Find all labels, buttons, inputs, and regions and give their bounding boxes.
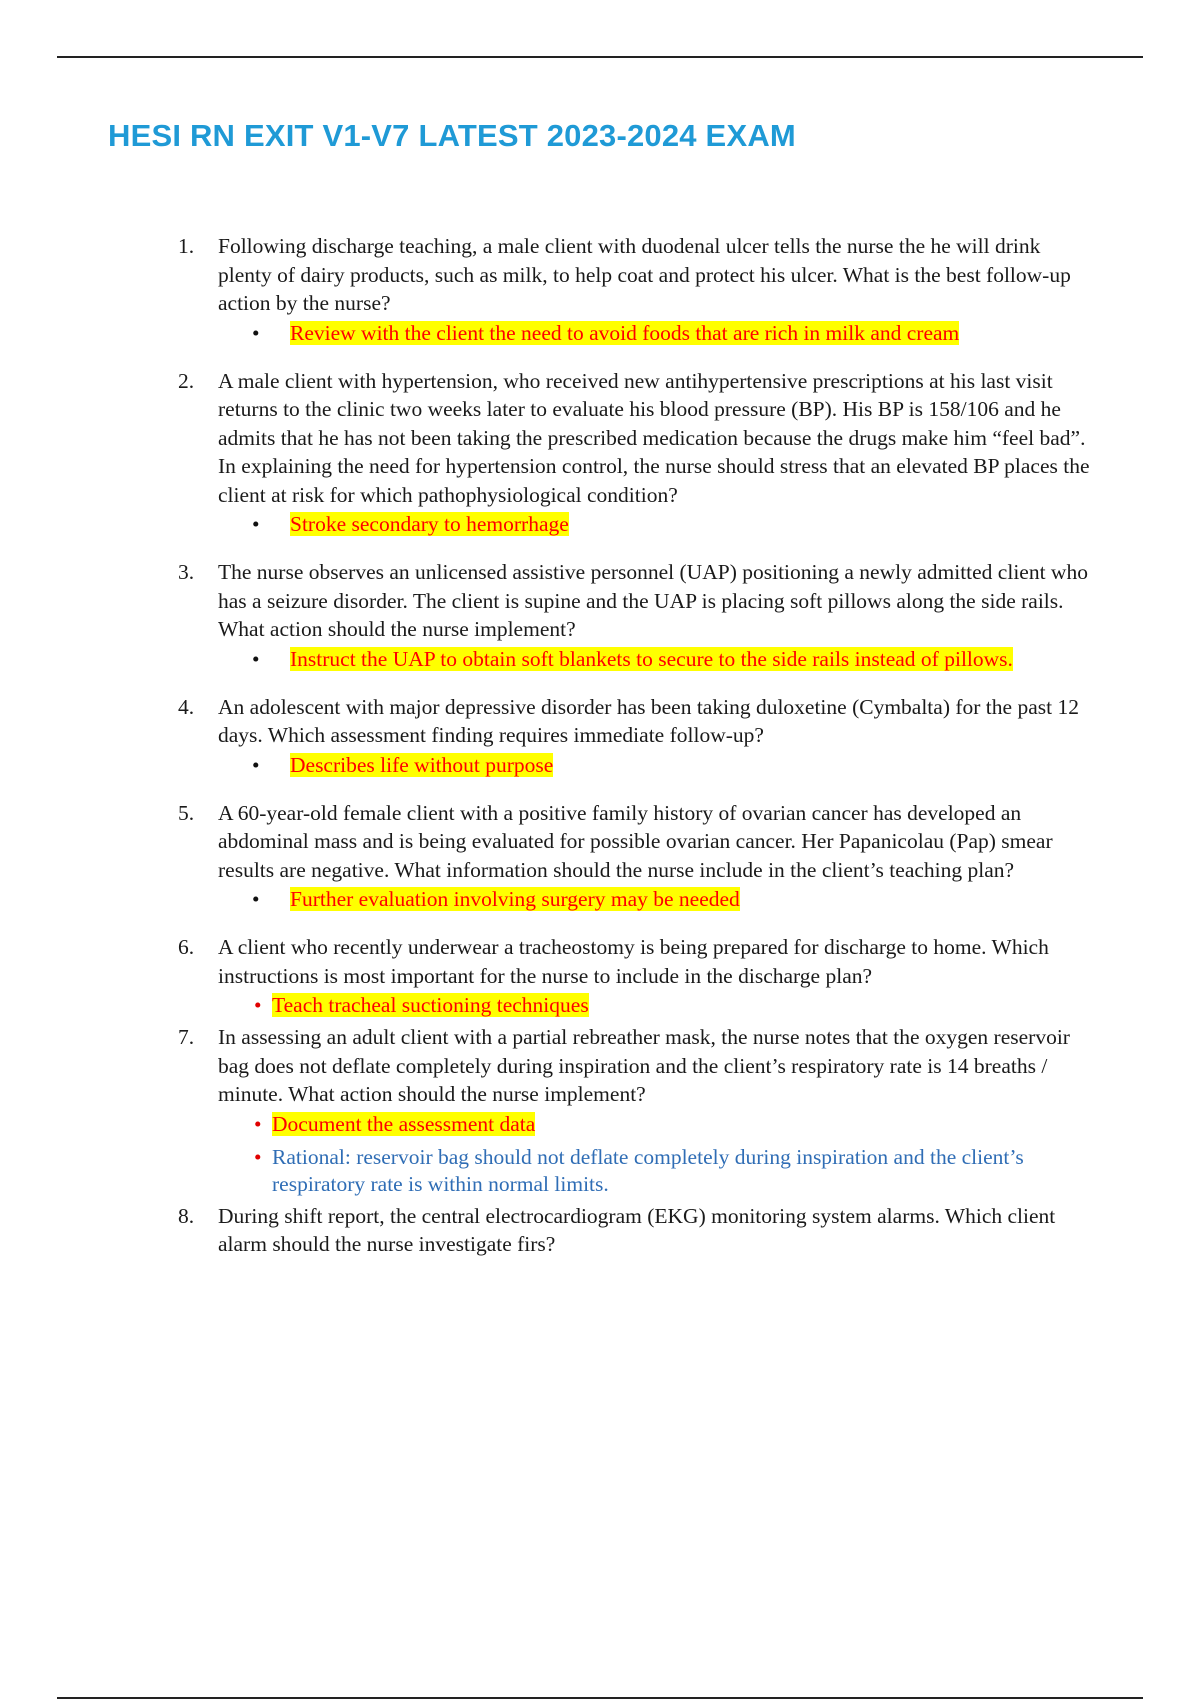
answer-text: Instruct the UAP to obtain soft blankets to secure to the side rails instead of pillows. [290,646,1013,671]
top-rule [57,56,1143,58]
question-5 [178,799,1098,914]
question-text: The nurse observes an unlicensed assistive personnel (UAP) positioning a newly admitted client who has a seizure disorder. The client is supine and the UAP is placing soft pillows along the side rails. What action should the nurse implement? [218,560,1088,641]
question-2 [178,367,1098,539]
answer-item [218,992,1098,1019]
question-number: 8. [178,1203,195,1228]
bullet-icon: • [252,887,260,911]
answer-list [218,511,1098,538]
question-number: 3. [178,560,195,584]
question-6 [178,933,1098,1019]
answer-list [218,752,1098,779]
answer-item [218,511,1098,538]
question-7 [178,1023,1098,1198]
answer-list [218,886,1098,913]
question-number: 1. [178,234,195,258]
bullet-icon: • [252,752,260,777]
question-list [178,232,1098,1259]
bullet-icon: • [254,1111,262,1136]
bullet-icon: • [252,646,260,671]
rationale-text: Rational: reservoir bag should not deflate completely during inspiration and the client’s respiratory rate is within normal limits. [272,1144,1024,1196]
answer-item [218,886,1098,913]
answer-text: Further evaluation involving surgery may be needed [290,887,740,911]
question-number: 7. [178,1025,195,1049]
question-number: 6. [178,935,195,959]
question-number: 2. [178,368,195,393]
answer-text: Stroke secondary to hemorrhage [290,512,569,536]
question-text: A male client with hypertension, who received new antihypertensive prescriptions at his last visit returns to the clinic two weeks later to evaluate his blood pressure (BP). His BP is 158/106 and he admits that he has not been taking the prescribed medication because the drugs make him “feel bad”. In explaining the need for hypertension control, the nurse should stress that an elevated BP places the client at risk for which pathophysiological condition? [218,368,1090,507]
bullet-icon: • [252,512,260,536]
answer-list [218,320,1098,347]
answer-text: Document the assessment data [272,1111,536,1136]
bullet-icon: • [254,993,262,1017]
question-1 [178,232,1098,347]
question-text: Following discharge teaching, a male client with duodenal ulcer tells the nurse the he will drink plenty of dairy products, such as milk, to help coat and protect his ulcer. What is the best follow-up action by the nurse? [218,234,1071,315]
answer-item [218,1111,1098,1138]
answer-text: Review with the client the need to avoid foods that are rich in milk and cream [290,320,960,345]
question-3 [178,558,1098,673]
question-text: A client who recently underwear a tracheostomy is being prepared for discharge to home. Which instructions is most important for the nurse to include in the discharge plan? [218,935,1049,988]
answer-list [218,1111,1098,1198]
answer-list [218,992,1098,1019]
question-number: 4. [178,694,195,719]
answer-item [218,646,1098,673]
rationale-item [218,1144,1098,1198]
answer-item [218,752,1098,779]
question-text: A 60-year-old female client with a positive family history of ovarian cancer has developed an abdominal mass and is being evaluated for possible ovarian cancer. Her Papanicolau (Pap) smear results are negative. What information should the nurse include in the client’s teaching plan? [218,800,1053,882]
question-text: During shift report, the central electrocardiogram (EKG) monitoring system alarms. Which client alarm should the nurse investigate firs? [218,1203,1056,1256]
bottom-rule [57,1697,1143,1699]
answer-text: Describes life without purpose [290,752,554,777]
answer-text: Teach tracheal suctioning techniques [272,993,589,1017]
bullet-icon: • [252,320,260,345]
question-text: In assessing an adult client with a partial rebreather mask, the nurse notes that the oxygen reservoir bag does not deflate completely during inspiration and the client’s respiratory rate is 14 breaths / minute. What action should the nurse implement? [218,1025,1070,1106]
answer-list [218,646,1098,673]
question-4 [178,693,1098,779]
bullet-icon: • [254,1144,262,1169]
question-text: An adolescent with major depressive disorder has been taking duloxetine (Cymbalta) for the past 12 days. Which assessment finding requires immediate follow-up? [218,694,1079,747]
question-number: 5. [178,800,195,825]
page-title: HESI RN EXIT V1-V7 LATEST 2023-2024 EXAM [108,118,796,153]
answer-item [218,320,1098,347]
question-8 [178,1202,1098,1259]
